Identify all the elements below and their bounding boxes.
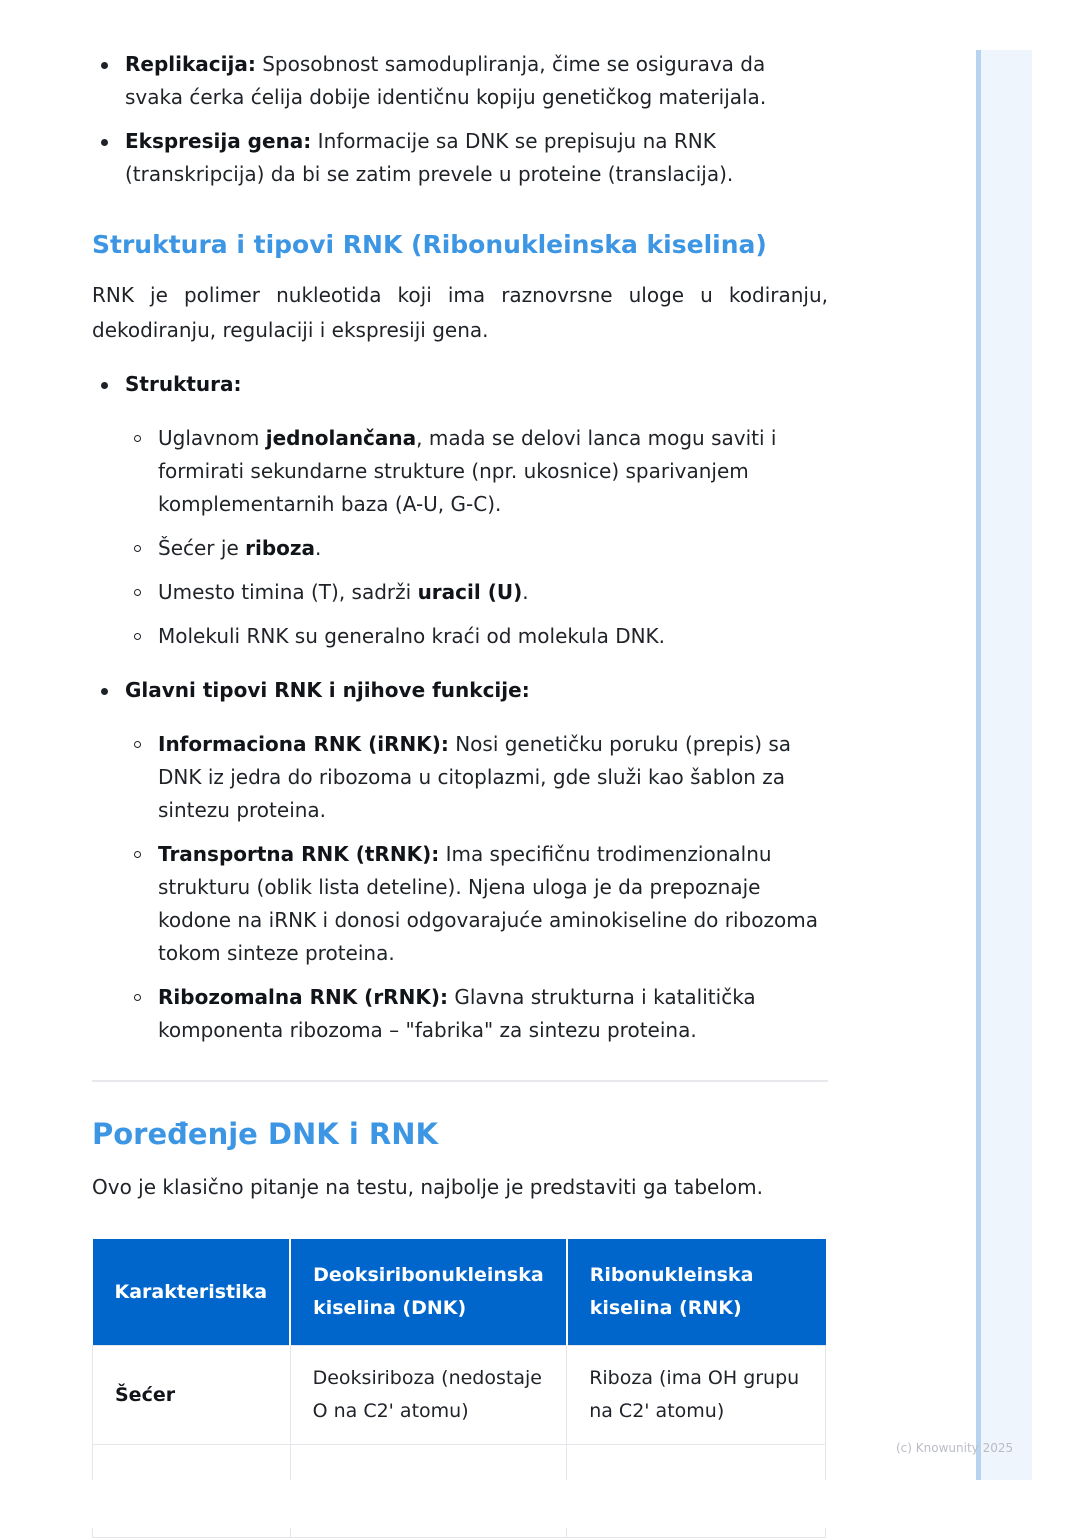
comparison-heading: Poređenje DNK i RNK (92, 1117, 438, 1151)
side-panel (976, 50, 1032, 1480)
length-text: Molekuli RNK su generalno kraći od molekula DNK. (158, 624, 666, 648)
replication-text: Sposobnost samodupliranja, čime se osigurava da svaka ćerka ćelija dobije identičnu kopiju genetičkog materijala. (125, 52, 767, 109)
rna-main-list (92, 368, 828, 1047)
replication-term: Replikacija: (125, 52, 256, 76)
sublist-item-rrnk (125, 981, 828, 1047)
single-strand-post: , mada se delovi lanca mogu saviti i formirati sekundarne strukture (npr. ukosnice) sparivanjem komplementarnih baza (A-U, G-C). (158, 426, 777, 516)
section-divider (92, 1080, 828, 1082)
rrnk-term: Ribozomalna RNK (rRNK): (158, 985, 448, 1009)
structure-label: Struktura: (125, 372, 242, 396)
rrnk-text: Glavna strukturna i katalitička komponenta ribozoma – "fabrika" za sintezu proteina. (158, 985, 756, 1042)
trnk-term: Transportna RNK (tRNK): (158, 842, 440, 866)
table-header-row (93, 1239, 826, 1346)
rna-section-heading: Struktura i tipovi RNK (Ribonukleinska kiselina) (92, 230, 767, 259)
cell-dna: Deoksiriboza (nedostaje O na C2' atomu) (290, 1346, 567, 1445)
uracil-pre: Umesto timina (T), sadrži (158, 580, 412, 604)
comparison-intro: Ovo je klasično pitanje na testu, najbolje je predstaviti ga tabelom. (92, 1175, 763, 1199)
types-label: Glavni tipovi RNK i njihove funkcije: (125, 678, 530, 702)
irnk-text: Nosi genetičku poruku (prepis) sa DNK iz jedra do ribozoma u citoplazmi, gde služi kao šablon za sintezu proteina. (158, 732, 792, 822)
sugar-pre: Šećer je (158, 536, 239, 560)
sublist-item-irnk (125, 728, 828, 827)
side-panel-border (976, 50, 981, 1480)
cell-rna: Riboza (ima OH grupu na C2' atomu) (567, 1346, 826, 1445)
rna-intro-paragraph: RNK je polimer nukleotida koji ima raznovrsne uloge u kodiranju, dekodiranju, regulaciji i ekspresiji gena. (92, 283, 828, 342)
header-dna: Deoksiribonukleinska kiselina (DNK) (290, 1239, 567, 1346)
trnk-text: Ima specifičnu trodimenzionalnu strukturu (oblik lista deteline). Njena uloga je da prepoznaje kodone na iRNK i donosi odgovarajuće aminokiseline do ribozoma tokom sinteze proteina. (158, 842, 818, 965)
copyright-watermark: (c) Knowunity 2025 (896, 1441, 1014, 1455)
sugar-post: . (315, 536, 322, 560)
list-item-structure (92, 368, 828, 653)
single-strand-pre: Uglavnom (158, 426, 260, 450)
sublist-item-single-strand (125, 422, 828, 521)
sublist-item-uracil (125, 576, 828, 609)
page-bottom-margin (0, 1480, 1080, 1528)
sublist-item-trnk (125, 838, 828, 970)
types-sublist (92, 728, 828, 1047)
table-row (93, 1346, 826, 1445)
uracil-post: . (522, 580, 529, 604)
expression-term: Ekspresija gena: (125, 129, 312, 153)
header-feature: Karakteristika (93, 1239, 291, 1346)
sugar-bold: riboza (245, 536, 316, 560)
dna-functions-list (92, 48, 828, 191)
list-item-replication (92, 48, 828, 114)
expression-text: Informacije sa DNK se prepisuju na RNK (transkripcija) da bi se zatim prevele u proteine (translacija). (125, 129, 734, 186)
irnk-term: Informaciona RNK (iRNK): (158, 732, 449, 756)
cell-feature: Šećer (93, 1346, 291, 1445)
header-rna: Ribonukleinska kiselina (RNK) (567, 1239, 826, 1346)
uracil-bold: uracil (U) (417, 580, 523, 604)
sublist-item-length (125, 620, 828, 653)
sublist-item-sugar (125, 532, 828, 565)
list-item-gene-expression (92, 125, 828, 191)
single-strand-bold: jednolančana (265, 426, 417, 450)
structure-sublist (92, 422, 828, 653)
list-item-types (92, 674, 828, 1047)
document-content (92, 48, 828, 1538)
